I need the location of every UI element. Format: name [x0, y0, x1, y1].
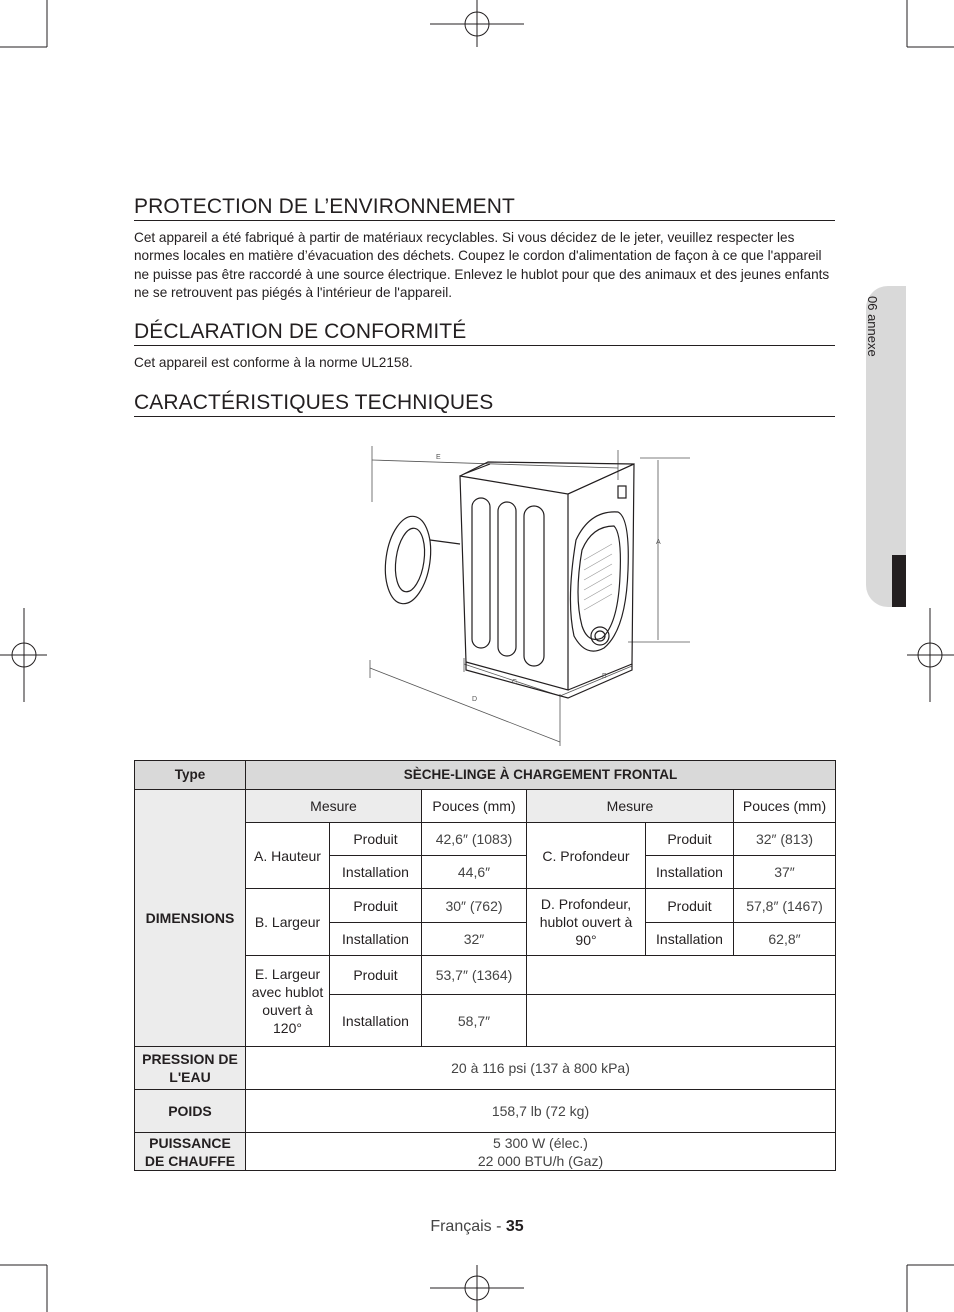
height-label: A. Hauteur — [246, 823, 330, 889]
width-door-open-produit-value: 53,7″ (1364) — [422, 956, 527, 995]
width-installation-value: 32″ — [422, 923, 527, 956]
depth-door-open-installation-value: 62,8″ — [734, 923, 836, 956]
depth-door-open-label: D. Profondeur, hublot ouvert à 90° — [527, 889, 646, 956]
footer-language: Français - — [430, 1218, 502, 1235]
heating-power-label: PUISSANCE DE CHAUFFE — [135, 1133, 246, 1171]
conformity-text: Cet appareil est conforme à la norme UL2158. — [134, 355, 413, 370]
environment-title: PROTECTION DE L’ENVIRONNEMENT — [134, 195, 835, 221]
specs-table — [134, 760, 836, 1171]
dimensions-label: DIMENSIONS — [135, 790, 246, 1047]
dimension-label-c: C — [512, 679, 518, 686]
height-produit-value: 42,6″ (1083) — [422, 823, 527, 856]
inches-header: Pouces (mm) — [422, 790, 527, 823]
inches-header: Pouces (mm) — [734, 790, 836, 823]
installation-label: Installation — [330, 856, 422, 889]
installation-label: Installation — [330, 923, 422, 956]
measure-header: Mesure — [246, 790, 422, 823]
empty-cell — [527, 956, 836, 995]
table-row — [135, 790, 836, 823]
width-door-open-label: E. Largeur avec hublot ouvert à 120° — [246, 956, 330, 1047]
page-number: 35 — [505, 1218, 524, 1235]
dimension-label-e: E — [436, 454, 441, 461]
heating-power-gas: 22 000 BTU/h (Gaz) — [477, 1152, 604, 1169]
installation-label: Installation — [646, 856, 734, 889]
chapter-tab-label: 06 annexe — [865, 296, 880, 357]
width-produit-value: 30″ (762) — [422, 889, 527, 923]
dimension-label-b: B — [602, 673, 607, 680]
width-door-open-installation-value: 58,7″ — [422, 995, 527, 1047]
installation-label: Installation — [646, 923, 734, 956]
environment-text: Cet appareil a été fabriqué à partir de matériaux recyclables. Si vous décidez de le jeter, veuillez respecter les normes locales en matière d’évacuation des déchets. Coupez le cordon d'alimentation de façon à ce que l'appareil ne puisse pas être raccordé à une source électrique. Enlevez le hublot pour que des animaux et des jeunes enfants ne se retrouvent pas piégés à l'intérieur de l'appareil. — [134, 230, 830, 300]
page-footer — [0, 1218, 954, 1236]
measure-header: Mesure — [527, 790, 734, 823]
water-pressure-label: PRESSION DE L'EAU — [135, 1047, 246, 1090]
width-label: B. Largeur — [246, 889, 330, 956]
produit-label: Produit — [330, 889, 422, 923]
dimension-label-d: D — [472, 696, 478, 703]
dryer-dimension-diagram — [360, 440, 690, 750]
specs-title: CARACTÉRISTIQUES TECHNIQUES — [134, 391, 835, 417]
weight-value: 158,7 lb (72 kg) — [246, 1090, 836, 1133]
product-type-header: SÈCHE-LINGE À CHARGEMENT FRONTAL — [246, 761, 836, 790]
depth-produit-value: 32″ (813) — [734, 823, 836, 856]
depth-installation-value: 37″ — [734, 856, 836, 889]
dimension-label-a: A — [656, 539, 661, 546]
height-installation-value: 44,6″ — [422, 856, 527, 889]
produit-label: Produit — [646, 889, 734, 923]
empty-cell — [527, 995, 836, 1047]
table-row — [135, 761, 836, 790]
conformity-title: DÉCLARATION DE CONFORMITÉ — [134, 320, 835, 346]
weight-label: POIDS — [135, 1090, 246, 1133]
table-row — [135, 1090, 836, 1133]
type-header: Type — [135, 761, 246, 790]
heating-power-electric: 5 300 W (élec.) — [493, 1134, 588, 1151]
installation-label: Installation — [330, 995, 422, 1047]
depth-door-open-produit-value: 57,8″ (1467) — [734, 889, 836, 923]
produit-label: Produit — [330, 956, 422, 995]
produit-label: Produit — [646, 823, 734, 856]
chapter-tab-marker — [892, 555, 906, 607]
table-row — [135, 1133, 836, 1171]
heating-power-value — [246, 1133, 836, 1171]
water-pressure-value: 20 à 116 psi (137 à 800 kPa) — [246, 1047, 836, 1090]
table-row — [135, 1047, 836, 1090]
produit-label: Produit — [330, 823, 422, 856]
depth-label: C. Profondeur — [527, 823, 646, 889]
